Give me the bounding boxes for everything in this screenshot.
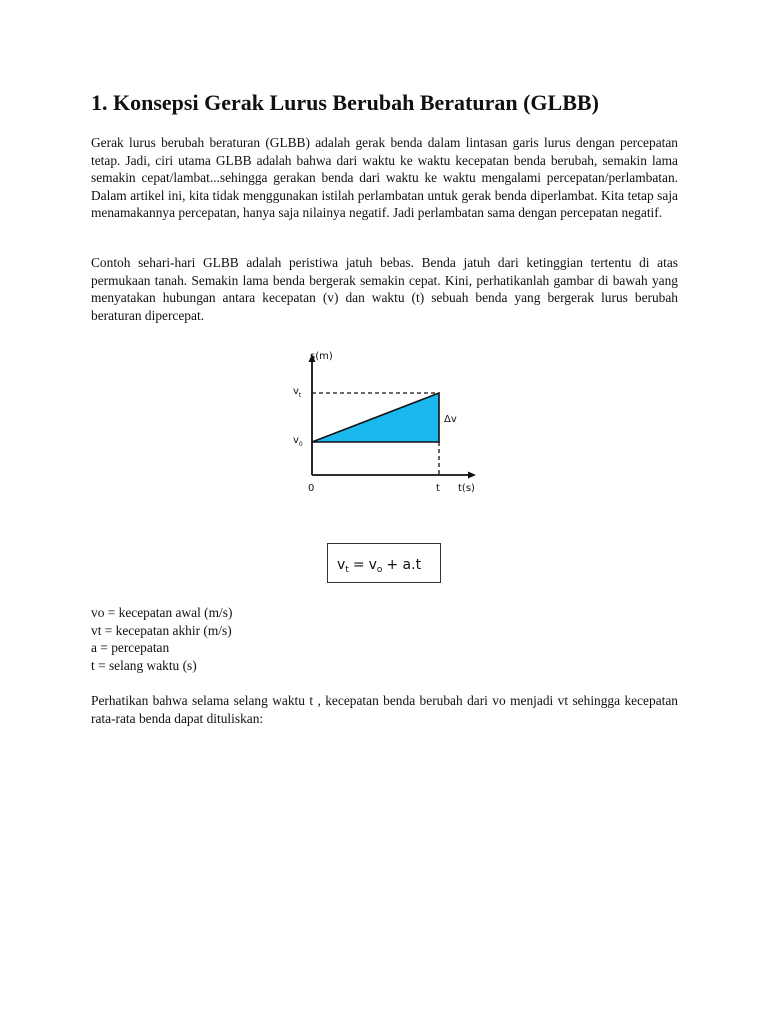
origin-label: 0 xyxy=(308,483,315,494)
velocity-time-graph xyxy=(282,344,492,494)
variable-vt: vt = kecepatan akhir (m/s) xyxy=(91,622,232,638)
variable-t: t = selang waktu (s) xyxy=(91,657,197,673)
paragraph-average-velocity: Perhatikan bahwa selama selang waktu t , kecepatan benda berubah dari vo menjadi vt sehingga kecepatan rata-rata benda dapat dituliskan: xyxy=(91,693,678,726)
x-axis-arrow-icon xyxy=(468,472,476,479)
paragraph-example: Contoh sehari-hari GLBB adalah peristiwa jatuh bebas. Benda jatuh dari ketinggian tertentu di atas permukaan tanah. Semakin lama benda bergerak semakin cepat. Kini, perhatikanlah gambar di bawah yang menyatakan hubungan antara kecepatan (v) dan waktu (t) sebuah benda yang bergerak lurus berubah beraturan dipercepat. xyxy=(91,255,678,323)
y-axis-label: s(m) xyxy=(310,351,333,362)
paragraph-definition: Gerak lurus berubah beraturan (GLBB) adalah gerak benda dalam lintasan garis lurus dengan percepatan tetap. Jadi, ciri utama GLBB adalah bahwa dari waktu ke waktu kecepatan benda berubah, semakin lama semakin cepat/lambat...sehingga gerakan benda dari waktu ke waktu mengalami percepatan/perlambatan. Dalam artikel ini, kita tidak menggunakan istilah perlambatan untuk gerak benda diperlambat. Kita tetap saja menamakannya percepatan, hanya saja nilainya negatif. Jadi perlambatan sama dengan percepatan negatif. xyxy=(91,135,678,221)
variable-vo: vo = kecepatan awal (m/s) xyxy=(91,605,233,620)
t-tick-label: t xyxy=(436,483,440,494)
velocity-increase-region xyxy=(312,393,439,442)
formula-text: $v_t = v_o + a.t$ xyxy=(337,557,422,575)
section-heading: 1. Konsepsi Gerak Lurus Berubah Beraturan (GLBB) xyxy=(91,90,599,115)
graph-svg xyxy=(282,344,492,494)
variable-a: a = percepatan xyxy=(91,640,170,656)
v0-label: $v_0$ xyxy=(293,435,303,448)
variable-definitions xyxy=(91,604,491,674)
formula-box xyxy=(327,543,441,583)
formula-svg xyxy=(328,544,439,581)
x-axis-label: t(s) xyxy=(458,483,475,494)
delta-v-label: Δv xyxy=(444,414,457,425)
vt-label: $v_t$ xyxy=(293,386,302,399)
